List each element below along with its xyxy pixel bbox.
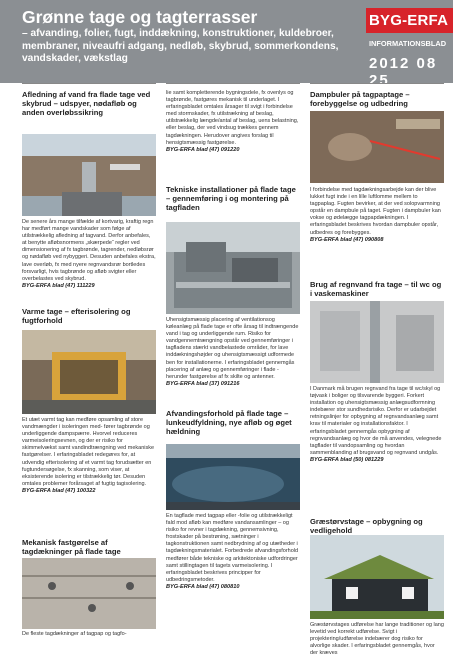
photo-rainwater-downpipe: [310, 301, 444, 383]
header-banner: [0, 0, 453, 89]
article-reference: BYG-ERFA blad (47) 091220: [166, 146, 240, 153]
article-reference: BYG-ERFA blad (47) 090808: [310, 236, 384, 243]
article-title: Græstørvstage – opbygning og vedligehold: [310, 517, 423, 535]
brand-block: [366, 8, 453, 89]
article-skybrud: [22, 90, 156, 117]
article-body: Uhensigtsmæssig placering af ventilationsog køleanlæg på flade tage er ofte årsag til indtrængende vand i tag og underliggende rum. Risiko for vandgennemtrængning opstår ved gennemføringer i tagfladens stærkt vandbelastede områder, for lave inddækningshøjder og uhensigtsmæssigt udformede ben for installationerne. I erfaringsbladet gennemgås placering af anlæg og gennemføringer i flade - herunder fastgørelse af fx skilte og antenner.: [166, 317, 299, 380]
article-graestorv: [310, 517, 444, 535]
article-varme-tage-text: [22, 417, 156, 495]
article-title: Brug af regnvand fra tage – til wc og i vaskemaskiner: [310, 280, 442, 298]
article-regnvand-text: [310, 386, 444, 464]
article-body: I forbindelse med tagdækningsarbejde kan der blive lukket fugt inde i en lille luftlomme mellem to tagpaplag. Fugten bevirker, at der ved solopvarmning opstår en dampbule på taget. Fugten i dampbuler kan vokse og ødelægge tagpapdækningen. I erfaringsbladet beskrives hvordan dampbuler opstår, udbedres og forebygges.: [310, 187, 441, 236]
issue-date: 2012 08 25: [369, 55, 438, 89]
column-right: [310, 83, 444, 657]
document-title: Grønne tage og tagterrasser: [22, 7, 258, 27]
article-title: Mekanisk fastgørelse af tagdækninger på flade tage: [22, 538, 121, 556]
article-regnvand: [310, 280, 444, 298]
article-title: Afvandingsforhold på flade tage – lunkeudfyldning, nye afløb og øget hældning: [166, 409, 292, 436]
photo-ponding-water: [166, 444, 300, 510]
article-reference: BYG-ERFA blad (47) 100322: [22, 487, 96, 494]
article-body: En tagflade med tagpap eller -folie og utilstrækkeligt fald mod afløb kan medføre vandansamlinger – og risiko for revner i tagdækning, gennemsivning, frostskader på bestrøning, sætninger i tagkonstruktionen samt nedbrydning af og utætheder i tagdækningsmaterialet. Forbedrede afvandingsforhold medfører både tekniske og arkitektoniske udfordringer samt stillingtagen til tagets varmeisolering. I erfaringsbladet beskrives principper for udbedringsmetoder.: [166, 513, 299, 583]
photo-drain-outlet: [22, 134, 156, 216]
article-body: I Danmark må brugen regnvand fra tage til wc/skyl og tøjvask i boliger og tilsvarende byggeri. Forkert installation og uhensigtsmæssig anlægsudformning indebærer stor sundhedsrisiko. Derfor er udarbejdet retningslinjer for opbygning af regnvandsanlæg samt krav til materialer og installationsfaktor. I erfaringsbladet gennemgås opbygning af regnvandsanlæg og hvor de må anvendes, velegnede tagflader til vandopsamling og hvordan sammenblanding af brugsvand og regnvand undgås.: [310, 386, 442, 456]
brand-logo: BYG-ERFA: [369, 12, 449, 29]
article-afvanding-text: [166, 513, 300, 591]
article-mekanisk-text: [22, 631, 156, 638]
photo-grass-roof-house: [310, 535, 444, 619]
header-text: [22, 8, 342, 66]
article-reference: BYG-ERFA blad (47) 080810: [166, 583, 240, 590]
article-installationer-text: [166, 317, 300, 388]
article-title: Tekniske installationer på flade tage – gennemføring i og montering på tagfladen: [166, 185, 296, 212]
article-body: De fleste tagdækninger af tagpap og tagfo-: [22, 631, 127, 637]
article-reference: BYG-ERFA blad (37) 091216: [166, 380, 240, 387]
article-title: Varme tage – efterisolering og fugtforhold: [22, 307, 131, 325]
article-title: Dampbuler på tagpaptage – forebyggelse og udbedring: [310, 90, 410, 108]
photo-wet-insulation: [22, 330, 156, 414]
article-graestorv-text: [310, 622, 444, 657]
article-afvanding: [166, 409, 300, 436]
article-dampbuler: [310, 90, 444, 108]
photo-roof-installations: [166, 222, 300, 314]
article-mekanisk: [22, 538, 156, 556]
article-title: Afledning af vand fra flade tage ved skybrud – udspyer, nødafløb og anden overløbssikring: [22, 90, 151, 117]
article-body: Græstørvstages udførelse har lange traditioner og lang levetid ved korrekt udførelse. Svigt i projektering/udførelse indebærer dog risiko for alvorlige skader. I erfaringsbladet gennemgås, hvor der kræves: [310, 622, 444, 657]
article-varme-tage: [22, 307, 156, 325]
photo-roof-fastening: [22, 558, 156, 629]
article-installationer: [166, 185, 300, 212]
photo-vapor-blister: [310, 111, 444, 183]
article-body: lie samt kompletterende bygningsdele, fx ovenlys og tagbrønde, fastgøres mekanisk til underlaget. I erfaringsbladet omtales årsager til svigt i forbindelse med stormskader, fx utilstrækning af beslag, utilstrækkelig længde/antal af beslag, uens belastning, eller beslag, der ved vindsug trækkes gennem tagdækningen. Herudover angives forslag til hensigtsmæssig fastgørelse.: [166, 90, 299, 146]
article-reference: BYG-ERFA blad (50) 081229: [310, 456, 384, 463]
article-body: Et utæt varmt tag kan medføre opsamling af store vandmængder i isoleringen med- fører tagbrønde og underliggende dampspærre. Hvorvel reduceres varmeisoleringsevnen, og der er risiko for skimmelvækst samt vandindtrængning ved mekaniske fastgørelser. I erfaringsbladet redegøres for, at udvendig efterisolering af et varmt tag forudsætter en fugtundersøgelse, fx skanning, som viser, at eksisterende isolering er tilstrækkelig tør. Desuden omtales problemer forårsaget af fugtig tagisolering.: [22, 417, 155, 487]
column-middle: [166, 83, 300, 640]
article-body: De senere års mange tilfælde af kortvarig, kraftig regn har medført mange vandskader som følge af utilstrækkelig afledning af tagvand. Derfor anbefales, at benytte afløbsnormens „skærpede“ regler ved dimensionering af fx tagbrønde, tagrender, nedløbsrør og nødafløb ved nybyggeri. Desuden anbefales ekstra, lave overløb, fx med nyere regnvandsrør bortledes forsvarligt, hvis tagbrønde og afløb svigter eller overbelastes ved skybrud.: [22, 219, 156, 282]
article-dampbuler-text: [310, 187, 444, 244]
article-reference: BYG-ERFA blad (47) 111229: [22, 282, 95, 289]
doc-type-label: INFORMATIONSBLAD: [369, 39, 447, 48]
column-left: [22, 83, 156, 640]
document-subtitle: – afvanding, folier, fugt, inddækning, konstruktioner, kuldebroer, membraner, niveaufri adgang, nedløb, skybrud, sommerkondens, vandskader, vækstlag: [22, 28, 339, 65]
article-skybrud-text: [22, 219, 156, 290]
article-mekanisk-cont: [166, 90, 300, 154]
